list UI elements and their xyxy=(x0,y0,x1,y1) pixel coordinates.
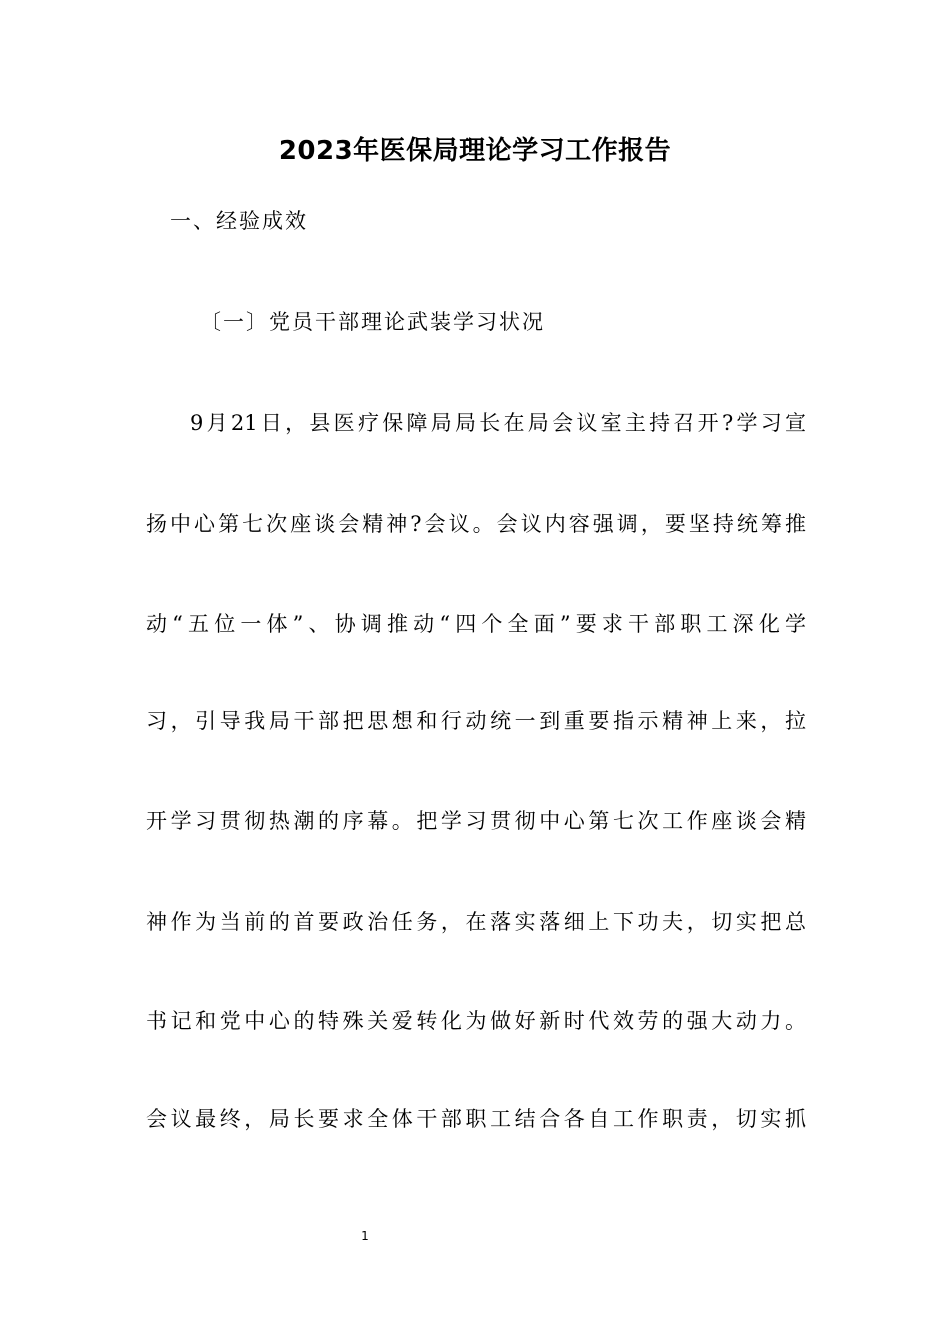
paragraph-line: 神作为当前的首要政治任务，在落实落细上下功夫，切实把总 xyxy=(146,910,806,934)
paragraph-line: 动“五位一体”、协调推动“四个全面”要求干部职工深化学 xyxy=(146,612,806,636)
paragraph-line: 9月21日，县医疗保障局局长在局会议室主持召开?学习宣 xyxy=(190,411,806,435)
section-heading: 一、经验成效 xyxy=(170,209,308,233)
paragraph-line: 会议最终，局长要求全体干部职工结合各自工作职责，切实抓 xyxy=(146,1107,806,1131)
paragraph-line: 扬中心第七次座谈会精神?会议。会议内容强调，要坚持统筹推 xyxy=(146,512,806,536)
paragraph-line: 开学习贯彻热潮的序幕。把学习贯彻中心第七次工作座谈会精 xyxy=(146,809,806,833)
page-number: 1 xyxy=(361,1229,369,1243)
subsection-heading: 〔一〕党员干部理论武装学习状况 xyxy=(200,310,545,334)
paragraph-line: 习，引导我局干部把思想和行动统一到重要指示精神上来，拉 xyxy=(146,709,806,733)
paragraph-line: 书记和党中心的特殊关爱转化为做好新时代效劳的强大动力。 xyxy=(146,1009,806,1033)
document-title: 2023年医保局理论学习工作报告 xyxy=(278,136,672,166)
